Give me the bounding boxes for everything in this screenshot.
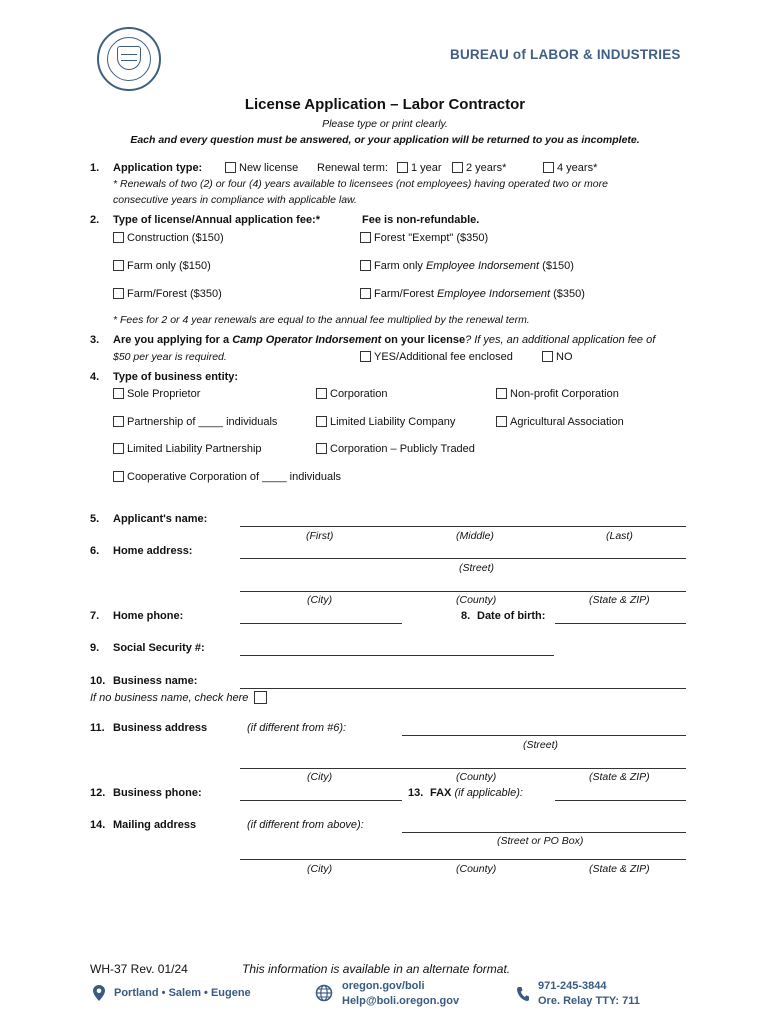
forest-exempt-checkbox[interactable] [360,232,371,243]
city-caption: (City) [307,594,333,606]
corporation-checkbox[interactable] [316,388,327,399]
coop-checkbox[interactable] [113,471,124,482]
new-license-checkbox[interactable] [225,162,236,173]
construction-checkbox[interactable] [113,232,124,243]
q2-label: Type of license/Annual application fee:* [113,214,321,226]
q7-number: 7. [90,610,100,622]
q6-number: 6. [90,545,100,557]
two-years-checkbox[interactable] [452,162,463,173]
mailing-city-line[interactable] [240,859,686,860]
renewal-term-label: Renewal term: [317,162,388,174]
construction-label: Construction ($150) [127,232,224,244]
q7-label: Home phone: [113,610,184,622]
first-caption: (First) [306,530,334,542]
new-license-label: New license [239,162,299,174]
q4-label: Type of business entity: [113,371,239,383]
corporation-label: Corporation [330,388,388,400]
sole-proprietor-label: Sole Proprietor [127,388,201,400]
email-link[interactable]: Help@boli.oregon.gov [342,995,460,1007]
q8-label: Date of birth: [477,610,546,622]
q13-label: FAX (if applicable): [430,787,523,799]
mailing-street-line[interactable] [402,832,686,833]
street-caption: (Street) [459,562,495,574]
farm-only-checkbox[interactable] [113,260,124,271]
camp-no-label: NO [556,351,573,363]
farm-forest-checkbox[interactable] [113,288,124,299]
renewal-note-line2: consecutive years in compliance with applicable law. [113,194,357,206]
q2-number: 2. [90,214,100,226]
q6-label: Home address: [113,545,193,557]
llp-label: Limited Liability Partnership [127,443,262,455]
last-caption: (Last) [606,530,633,542]
state-zip-caption: (State & ZIP) [589,594,650,606]
instructions: Please type or print clearly. [322,118,448,130]
q14-number: 14. [90,819,106,831]
forest-exempt-label: Forest "Exempt" ($350) [374,232,489,244]
q14-label: Mailing address [113,819,197,831]
mailing-county-caption: (County) [456,863,497,875]
business-street-line[interactable] [402,735,686,736]
website-link[interactable]: oregon.gov/boli [342,980,425,992]
two-years-label: 2 years* [466,162,507,174]
q3-label: Are you applying for a Camp Operator Indorsement on your license? If yes, an additional application fee of [113,334,656,346]
q3-label-line2: $50 per year is required. [113,351,227,363]
business-county-caption: (County) [456,771,497,783]
oregon-state-seal [97,27,161,91]
sole-proprietor-checkbox[interactable] [113,388,124,399]
coop-label: Cooperative Corporation of ____ individuals [127,471,342,483]
mailing-state-caption: (State & ZIP) [589,863,650,875]
q4-number: 4. [90,371,100,383]
farm-forest-employee-checkbox[interactable] [360,288,371,299]
alt-format-note: This information is available in an alternate format. [242,962,511,976]
q12-label: Business phone: [113,787,202,799]
business-state-caption: (State & ZIP) [589,771,650,783]
business-street-caption: (Street) [523,739,559,751]
relay-tty: Ore. Relay TTY: 711 [538,995,640,1007]
four-years-checkbox[interactable] [543,162,554,173]
agricultural-checkbox[interactable] [496,416,507,427]
home-city-line[interactable] [240,591,686,592]
office-locations: Portland • Salem • Eugene [114,987,251,999]
one-year-checkbox[interactable] [397,162,408,173]
renewal-note-line1: * Renewals of two (2) or four (4) years available to licensees (not employees) having operated two or more [113,178,608,190]
q1-number: 1. [90,162,100,174]
farm-forest-label: Farm/Forest ($350) [127,288,222,300]
dob-line[interactable] [555,623,686,624]
q1-label: Application type: [113,162,203,174]
partnership-label: Partnership of ____ individuals [127,416,278,428]
llc-checkbox[interactable] [316,416,327,427]
farm-only-employee-checkbox[interactable] [360,260,371,271]
business-city-caption: (City) [307,771,333,783]
form-title: License Application – Labor Contractor [244,96,526,113]
farm-only-employee-label: Farm only Employee Indorsement ($150) [374,260,574,272]
llc-label: Limited Liability Company [330,416,456,428]
farm-forest-employee-label: Farm/Forest Employee Indorsement ($350) [374,288,585,300]
q11-hint: (if different from #6): [247,722,347,734]
q10-number: 10. [90,675,106,687]
q13-number: 13. [408,787,424,799]
form-id: WH-37 Rev. 01/24 [90,962,188,976]
phone-icon [516,986,530,1002]
q5-number: 5. [90,513,100,525]
mailing-city-caption: (City) [307,863,333,875]
q11-number: 11. [90,722,105,734]
llp-checkbox[interactable] [113,443,124,454]
q5-label: Applicant's name: [113,513,208,525]
q14-hint: (if different from above): [247,819,364,831]
warning: Each and every question must be answered, or your application will be returned to you as incomplete. [130,134,640,146]
business-phone-line[interactable] [240,800,402,801]
business-city-line[interactable] [240,768,686,769]
public-corp-label: Corporation – Publicly Traded [330,443,475,455]
camp-no-checkbox[interactable] [542,351,553,362]
farm-only-label: Farm only ($150) [127,260,211,272]
q3-number: 3. [90,334,100,346]
applicant-name-line[interactable] [240,526,686,527]
no-business-name-checkbox[interactable] [254,691,267,704]
agricultural-label: Agricultural Association [510,416,624,428]
nonprofit-checkbox[interactable] [496,388,507,399]
home-street-line[interactable] [240,558,686,559]
phone-number[interactable]: 971-245-3844 [538,980,607,992]
q9-label: Social Security #: [113,642,205,654]
fax-line[interactable] [555,800,686,801]
camp-yes-checkbox[interactable] [360,351,371,362]
camp-yes-label: YES/Additional fee enclosed [374,351,513,363]
one-year-label: 1 year [411,162,442,174]
ssn-line[interactable] [240,655,554,656]
fee-note: * Fees for 2 or 4 year renewals are equal to the annual fee multiplied by the renewal term. [113,314,530,326]
q8-number: 8. [461,610,471,622]
location-pin-icon [92,984,106,1002]
middle-caption: (Middle) [456,530,494,542]
q11-label: Business address [113,722,208,734]
no-business-name-label: If no business name, check here [90,692,249,704]
business-name-line[interactable] [240,688,686,689]
four-years-label: 4 years* [557,162,598,174]
public-corp-checkbox[interactable] [316,443,327,454]
home-phone-line[interactable] [240,623,402,624]
q12-number: 12. [90,787,106,799]
agency-name: BUREAU of LABOR & INDUSTRIES [450,47,681,62]
county-caption: (County) [456,594,497,606]
globe-icon [315,984,333,1002]
nonrefundable-note: Fee is non-refundable. [362,214,480,226]
mailing-street-caption: (Street or PO Box) [497,835,584,847]
q10-label: Business name: [113,675,198,687]
partnership-checkbox[interactable] [113,416,124,427]
nonprofit-label: Non-profit Corporation [510,388,619,400]
q9-number: 9. [90,642,100,654]
